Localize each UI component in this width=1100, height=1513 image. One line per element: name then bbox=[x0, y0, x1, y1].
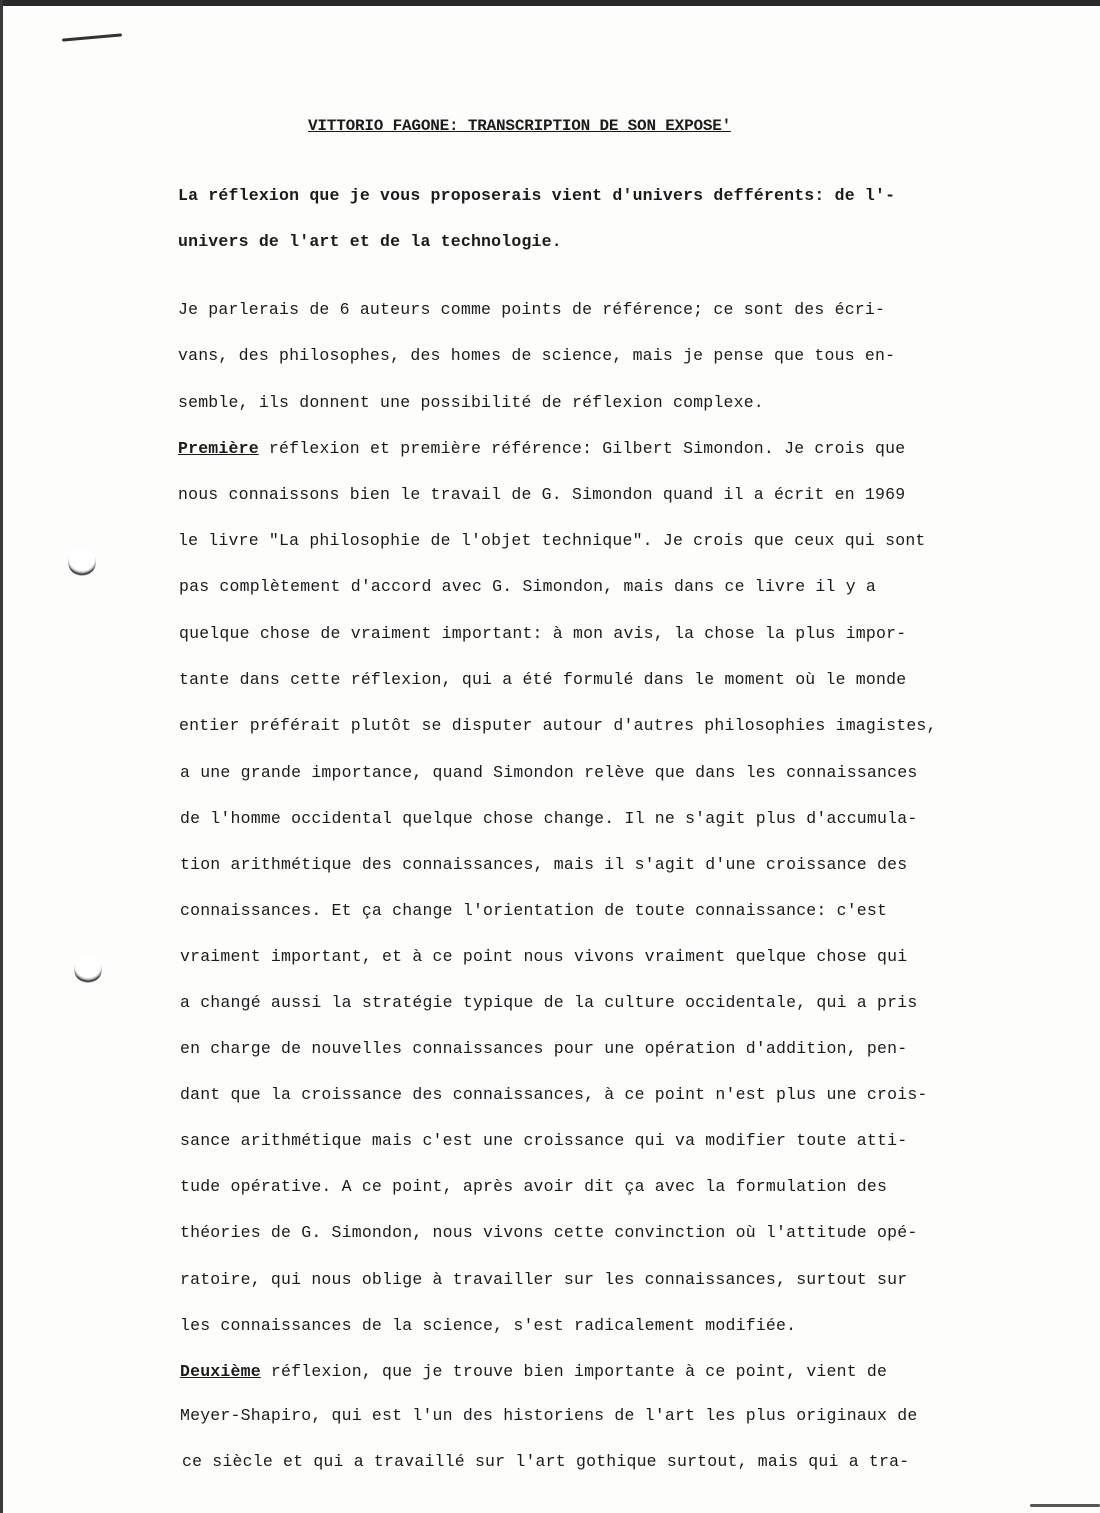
text-line: nous connaissons bien le travail de G. Simondon quand il a écrit en 1969 bbox=[178, 485, 906, 504]
page-curl bbox=[1030, 1504, 1100, 1507]
text-line: La réflexion que je vous proposerais vient d'univers defférents: de l'- bbox=[178, 186, 896, 205]
scan-top-edge bbox=[0, 0, 1100, 6]
text-line: vraiment important, et à ce point nous vivons vraiment quelque chose qui bbox=[180, 947, 908, 966]
text-line-rest: réflexion et première référence: Gilbert Simondon. Je crois que bbox=[258, 439, 906, 458]
text-line: théories de G. Simondon, nous vivons cette convinction où l'attitude opé- bbox=[180, 1223, 918, 1242]
text-line: connaissances. Et ça change l'orientation de toute connaissance: c'est bbox=[180, 901, 888, 920]
text-line: les connaissances de la science, s'est radicalement modifiée. bbox=[180, 1316, 797, 1335]
text-line: en charge de nouvelles connaissances pour une opération d'addition, pen- bbox=[180, 1039, 908, 1058]
text-line: dant que la croissance des connaissances, à ce point n'est plus une crois- bbox=[180, 1085, 928, 1104]
text-line: de l'homme occidental quelque chose change. Il ne s'agit plus d'accumula- bbox=[180, 809, 918, 828]
text-line: a une grande importance, quand Simondon relève que dans les connaissances bbox=[180, 763, 918, 782]
text-line: ratoire, qui nous oblige à travailler sur les connaissances, surtout sur bbox=[180, 1270, 908, 1289]
text-line: Je parlerais de 6 auteurs comme points de référence; ce sont des écri- bbox=[178, 300, 886, 319]
text-line: vans, des philosophes, des homes de science, mais je pense que tous en- bbox=[178, 346, 896, 365]
text-line: quelque chose de vraiment important: à mon avis, la chose la plus impor- bbox=[179, 624, 907, 643]
text-line bbox=[180, 1362, 887, 1381]
punch-hole-icon bbox=[68, 548, 96, 576]
text-line: tude opérative. A ce point, après avoir dit ça avec la formulation des bbox=[180, 1177, 888, 1196]
punch-hole-icon bbox=[74, 955, 102, 983]
text-line: sance arithmétique mais c'est une croissance qui va modifier toute atti- bbox=[180, 1131, 908, 1150]
text-line: semble, ils donnent une possibilité de réflexion complexe. bbox=[178, 393, 764, 412]
text-line: ce siècle et qui a travaillé sur l'art gothique surtout, mais qui a tra- bbox=[182, 1452, 910, 1471]
text-line bbox=[178, 439, 905, 458]
text-line: univers de l'art et de la technologie. bbox=[178, 232, 562, 251]
scan-left-edge bbox=[0, 0, 3, 1513]
pen-mark bbox=[62, 33, 122, 41]
section-lead-word: Deuxième bbox=[180, 1362, 261, 1381]
text-line: entier préférait plutôt se disputer autour d'autres philosophies imagistes, bbox=[179, 716, 937, 735]
text-line: a changé aussi la stratégie typique de la culture occidentale, qui a pris bbox=[180, 993, 918, 1012]
text-line: Meyer-Shapiro, qui est l'un des historiens de l'art les plus originaux de bbox=[180, 1406, 918, 1425]
text-line: le livre "La philosophie de l'objet technique". Je crois que ceux qui sont bbox=[178, 531, 926, 550]
text-line: pas complètement d'accord avec G. Simondon, mais dans ce livre il y a bbox=[179, 577, 877, 596]
section-lead-word: Première bbox=[178, 439, 259, 458]
text-line-rest: réflexion, que je trouve bien importante à ce point, vient de bbox=[260, 1362, 888, 1381]
text-line: tion arithmétique des connaissances, mais il s'agit d'une croissance des bbox=[180, 855, 908, 874]
document-title: VITTORIO FAGONE: TRANSCRIPTION DE SON EXPOSE' bbox=[308, 117, 732, 135]
text-line: tante dans cette réflexion, qui a été formulé dans le moment où le monde bbox=[179, 670, 907, 689]
